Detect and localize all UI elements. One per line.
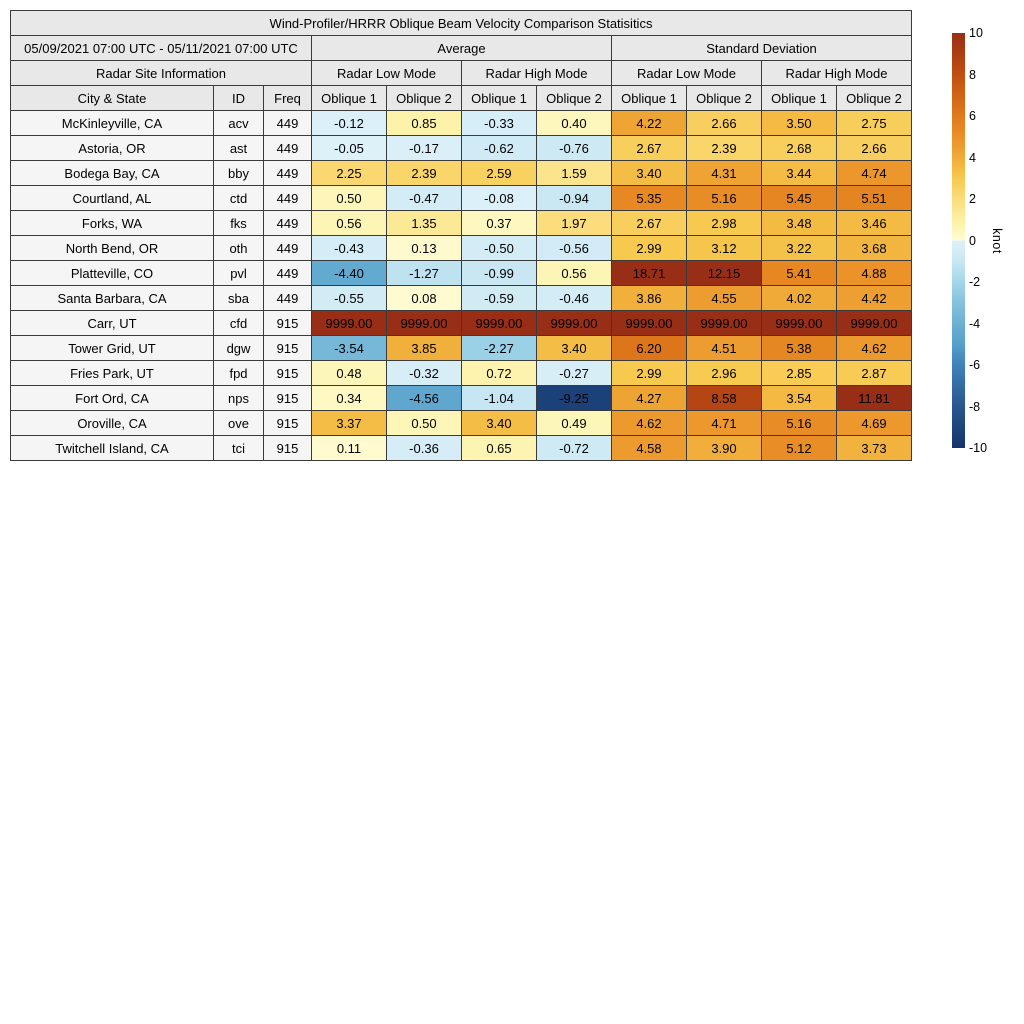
value-cell: 3.90 bbox=[687, 436, 762, 461]
value-cell: 9999.00 bbox=[687, 311, 762, 336]
value-cell: 5.16 bbox=[762, 411, 837, 436]
value-cell: 3.86 bbox=[612, 286, 687, 311]
value-cell: 4.88 bbox=[837, 261, 912, 286]
col-header-freq: Freq bbox=[264, 86, 312, 111]
city-cell: Astoria, OR bbox=[11, 136, 214, 161]
value-cell: 4.69 bbox=[837, 411, 912, 436]
city-cell: Forks, WA bbox=[11, 211, 214, 236]
table-row bbox=[11, 361, 912, 386]
table-row bbox=[11, 261, 912, 286]
freq-cell: 915 bbox=[264, 336, 312, 361]
value-cell: 4.58 bbox=[612, 436, 687, 461]
value-cell: 3.85 bbox=[387, 336, 462, 361]
colorbar-tick-label: -4 bbox=[969, 316, 981, 331]
value-cell: -4.56 bbox=[387, 386, 462, 411]
col-header-id: ID bbox=[214, 86, 264, 111]
value-cell: 1.97 bbox=[537, 211, 612, 236]
value-cell: 0.37 bbox=[462, 211, 537, 236]
value-cell: 18.71 bbox=[612, 261, 687, 286]
freq-cell: 915 bbox=[264, 386, 312, 411]
std-high-mode-header: Radar High Mode bbox=[762, 61, 912, 86]
title-row bbox=[11, 11, 912, 36]
value-cell: 4.71 bbox=[687, 411, 762, 436]
value-cell: 5.38 bbox=[762, 336, 837, 361]
value-cell: 2.66 bbox=[687, 111, 762, 136]
value-cell: 9999.00 bbox=[387, 311, 462, 336]
value-cell: 5.51 bbox=[837, 186, 912, 211]
value-cell: -0.47 bbox=[387, 186, 462, 211]
value-cell: 1.35 bbox=[387, 211, 462, 236]
colorbar-tick-label: -8 bbox=[969, 399, 981, 414]
value-cell: 5.35 bbox=[612, 186, 687, 211]
freq-cell: 449 bbox=[264, 236, 312, 261]
value-cell: 2.68 bbox=[762, 136, 837, 161]
value-cell: 0.49 bbox=[537, 411, 612, 436]
id-cell: acv bbox=[214, 111, 264, 136]
value-cell: 0.48 bbox=[312, 361, 387, 386]
value-cell: 4.22 bbox=[612, 111, 687, 136]
id-cell: sba bbox=[214, 286, 264, 311]
table-row bbox=[11, 211, 912, 236]
city-cell: Platteville, CO bbox=[11, 261, 214, 286]
value-cell: -0.36 bbox=[387, 436, 462, 461]
table-body bbox=[11, 111, 912, 461]
site-info-header: Radar Site Information bbox=[11, 61, 312, 86]
value-cell: 9999.00 bbox=[312, 311, 387, 336]
value-cell: 2.59 bbox=[462, 161, 537, 186]
value-cell: 3.46 bbox=[837, 211, 912, 236]
value-cell: -1.27 bbox=[387, 261, 462, 286]
city-cell: Santa Barbara, CA bbox=[11, 286, 214, 311]
value-cell: -0.32 bbox=[387, 361, 462, 386]
value-cell: -1.04 bbox=[462, 386, 537, 411]
col-header-oblique: Oblique 1 bbox=[762, 86, 837, 111]
id-cell: cfd bbox=[214, 311, 264, 336]
value-cell: 3.40 bbox=[612, 161, 687, 186]
value-cell: 0.34 bbox=[312, 386, 387, 411]
city-cell: Twitchell Island, CA bbox=[11, 436, 214, 461]
colorbar bbox=[952, 25, 1022, 455]
id-cell: ast bbox=[214, 136, 264, 161]
value-cell: -9.25 bbox=[537, 386, 612, 411]
group-standard-deviation: Standard Deviation bbox=[612, 36, 912, 61]
id-cell: oth bbox=[214, 236, 264, 261]
city-cell: Fries Park, UT bbox=[11, 361, 214, 386]
value-cell: 0.56 bbox=[537, 261, 612, 286]
value-cell: 12.15 bbox=[687, 261, 762, 286]
value-cell: 2.67 bbox=[612, 211, 687, 236]
value-cell: -0.33 bbox=[462, 111, 537, 136]
colorbar-tick-label: -2 bbox=[969, 274, 981, 289]
value-cell: 4.55 bbox=[687, 286, 762, 311]
freq-cell: 449 bbox=[264, 161, 312, 186]
value-cell: -3.54 bbox=[312, 336, 387, 361]
value-cell: 4.62 bbox=[612, 411, 687, 436]
value-cell: 4.27 bbox=[612, 386, 687, 411]
table-row bbox=[11, 286, 912, 311]
value-cell: -0.55 bbox=[312, 286, 387, 311]
value-cell: 5.12 bbox=[762, 436, 837, 461]
table-row bbox=[11, 436, 912, 461]
value-cell: -0.59 bbox=[462, 286, 537, 311]
value-cell: 5.16 bbox=[687, 186, 762, 211]
freq-cell: 449 bbox=[264, 111, 312, 136]
date-range: 05/09/2021 07:00 UTC - 05/11/2021 07:00 UTC bbox=[11, 36, 312, 61]
value-cell: 0.50 bbox=[387, 411, 462, 436]
col-header-oblique: Oblique 2 bbox=[537, 86, 612, 111]
id-cell: tci bbox=[214, 436, 264, 461]
colorbar-tick-label: 10 bbox=[969, 25, 983, 40]
value-cell: 3.40 bbox=[462, 411, 537, 436]
value-cell: 0.40 bbox=[537, 111, 612, 136]
id-cell: bby bbox=[214, 161, 264, 186]
value-cell: -0.17 bbox=[387, 136, 462, 161]
city-cell: Tower Grid, UT bbox=[11, 336, 214, 361]
city-cell: Oroville, CA bbox=[11, 411, 214, 436]
value-cell: 6.20 bbox=[612, 336, 687, 361]
value-cell: 9999.00 bbox=[462, 311, 537, 336]
value-cell: 2.39 bbox=[687, 136, 762, 161]
value-cell: -0.27 bbox=[537, 361, 612, 386]
value-cell: 2.67 bbox=[612, 136, 687, 161]
freq-cell: 449 bbox=[264, 136, 312, 161]
col-header-city-state: City & State bbox=[11, 86, 214, 111]
city-cell: Bodega Bay, CA bbox=[11, 161, 214, 186]
id-cell: dgw bbox=[214, 336, 264, 361]
freq-cell: 449 bbox=[264, 261, 312, 286]
value-cell: -0.08 bbox=[462, 186, 537, 211]
value-cell: -2.27 bbox=[462, 336, 537, 361]
value-cell: 0.08 bbox=[387, 286, 462, 311]
value-cell: 4.31 bbox=[687, 161, 762, 186]
value-cell: -0.12 bbox=[312, 111, 387, 136]
stats-table bbox=[10, 10, 912, 461]
value-cell: 9999.00 bbox=[837, 311, 912, 336]
value-cell: 3.68 bbox=[837, 236, 912, 261]
city-cell: McKinleyville, CA bbox=[11, 111, 214, 136]
value-cell: -0.46 bbox=[537, 286, 612, 311]
value-cell: -4.40 bbox=[312, 261, 387, 286]
value-cell: 3.37 bbox=[312, 411, 387, 436]
value-cell: 2.96 bbox=[687, 361, 762, 386]
value-cell: 11.81 bbox=[837, 386, 912, 411]
table-row bbox=[11, 336, 912, 361]
table-row bbox=[11, 136, 912, 161]
id-cell: ove bbox=[214, 411, 264, 436]
value-cell: 3.22 bbox=[762, 236, 837, 261]
col-header-oblique: Oblique 1 bbox=[312, 86, 387, 111]
value-cell: -0.05 bbox=[312, 136, 387, 161]
value-cell: 5.41 bbox=[762, 261, 837, 286]
id-cell: nps bbox=[214, 386, 264, 411]
value-cell: -0.94 bbox=[537, 186, 612, 211]
value-cell: 4.62 bbox=[837, 336, 912, 361]
table-row bbox=[11, 111, 912, 136]
freq-cell: 449 bbox=[264, 186, 312, 211]
column-header-row bbox=[11, 86, 912, 111]
value-cell: 9999.00 bbox=[612, 311, 687, 336]
city-cell: Courtland, AL bbox=[11, 186, 214, 211]
value-cell: 0.65 bbox=[462, 436, 537, 461]
value-cell: 3.48 bbox=[762, 211, 837, 236]
value-cell: 3.40 bbox=[537, 336, 612, 361]
city-cell: North Bend, OR bbox=[11, 236, 214, 261]
value-cell: 0.11 bbox=[312, 436, 387, 461]
colorbar-tick-label: -6 bbox=[969, 357, 981, 372]
value-cell: 9999.00 bbox=[762, 311, 837, 336]
col-header-oblique: Oblique 2 bbox=[837, 86, 912, 111]
colorbar-unit-label: knot bbox=[990, 227, 1004, 254]
col-header-oblique: Oblique 1 bbox=[612, 86, 687, 111]
id-cell: pvl bbox=[214, 261, 264, 286]
colorbar-tick-label: 4 bbox=[969, 150, 976, 165]
mode-header-row bbox=[11, 61, 912, 86]
value-cell: 4.42 bbox=[837, 286, 912, 311]
id-cell: fpd bbox=[214, 361, 264, 386]
value-cell: 0.56 bbox=[312, 211, 387, 236]
table-row bbox=[11, 386, 912, 411]
value-cell: 2.85 bbox=[762, 361, 837, 386]
value-cell: -0.56 bbox=[537, 236, 612, 261]
value-cell: 3.44 bbox=[762, 161, 837, 186]
std-low-mode-header: Radar Low Mode bbox=[612, 61, 762, 86]
colorbar-tick-label: 8 bbox=[969, 67, 976, 82]
value-cell: -0.62 bbox=[462, 136, 537, 161]
colorbar-tick-label: 6 bbox=[969, 108, 976, 123]
value-cell: -0.50 bbox=[462, 236, 537, 261]
city-cell: Fort Ord, CA bbox=[11, 386, 214, 411]
avg-low-mode-header: Radar Low Mode bbox=[312, 61, 462, 86]
colorbar-tick-label: 2 bbox=[969, 191, 976, 206]
value-cell: 2.98 bbox=[687, 211, 762, 236]
avg-high-mode-header: Radar High Mode bbox=[462, 61, 612, 86]
freq-cell: 915 bbox=[264, 436, 312, 461]
table-row bbox=[11, 236, 912, 261]
freq-cell: 915 bbox=[264, 311, 312, 336]
value-cell: 4.74 bbox=[837, 161, 912, 186]
value-cell: 4.02 bbox=[762, 286, 837, 311]
value-cell: 2.99 bbox=[612, 361, 687, 386]
value-cell: 9999.00 bbox=[537, 311, 612, 336]
value-cell: 0.13 bbox=[387, 236, 462, 261]
value-cell: 2.39 bbox=[387, 161, 462, 186]
value-cell: 4.51 bbox=[687, 336, 762, 361]
table-row bbox=[11, 186, 912, 211]
value-cell: 2.87 bbox=[837, 361, 912, 386]
colorbar-tick-label: 0 bbox=[969, 233, 976, 248]
value-cell: 3.73 bbox=[837, 436, 912, 461]
value-cell: 0.72 bbox=[462, 361, 537, 386]
col-header-oblique: Oblique 1 bbox=[462, 86, 537, 111]
table-title: Wind-Profiler/HRRR Oblique Beam Velocity Comparison Statisitics bbox=[11, 11, 912, 36]
col-header-oblique: Oblique 2 bbox=[387, 86, 462, 111]
table-row bbox=[11, 161, 912, 186]
col-header-oblique: Oblique 2 bbox=[687, 86, 762, 111]
freq-cell: 915 bbox=[264, 361, 312, 386]
value-cell: -0.43 bbox=[312, 236, 387, 261]
value-cell: -0.99 bbox=[462, 261, 537, 286]
value-cell: 5.45 bbox=[762, 186, 837, 211]
id-cell: fks bbox=[214, 211, 264, 236]
table-row bbox=[11, 311, 912, 336]
value-cell: 3.12 bbox=[687, 236, 762, 261]
value-cell: 0.50 bbox=[312, 186, 387, 211]
value-cell: 0.85 bbox=[387, 111, 462, 136]
id-cell: ctd bbox=[214, 186, 264, 211]
value-cell: -0.76 bbox=[537, 136, 612, 161]
value-cell: 3.50 bbox=[762, 111, 837, 136]
freq-cell: 449 bbox=[264, 211, 312, 236]
value-cell: 2.25 bbox=[312, 161, 387, 186]
value-cell: 3.54 bbox=[762, 386, 837, 411]
table-row bbox=[11, 411, 912, 436]
colorbar-gradient bbox=[952, 33, 965, 448]
value-cell: 8.58 bbox=[687, 386, 762, 411]
freq-cell: 449 bbox=[264, 286, 312, 311]
value-cell: 2.99 bbox=[612, 236, 687, 261]
group-average: Average bbox=[312, 36, 612, 61]
value-cell: 1.59 bbox=[537, 161, 612, 186]
value-cell: 2.66 bbox=[837, 136, 912, 161]
value-cell: -0.72 bbox=[537, 436, 612, 461]
freq-cell: 915 bbox=[264, 411, 312, 436]
colorbar-tick-label: -10 bbox=[969, 440, 988, 455]
city-cell: Carr, UT bbox=[11, 311, 214, 336]
group-header-row bbox=[11, 36, 912, 61]
value-cell: 2.75 bbox=[837, 111, 912, 136]
